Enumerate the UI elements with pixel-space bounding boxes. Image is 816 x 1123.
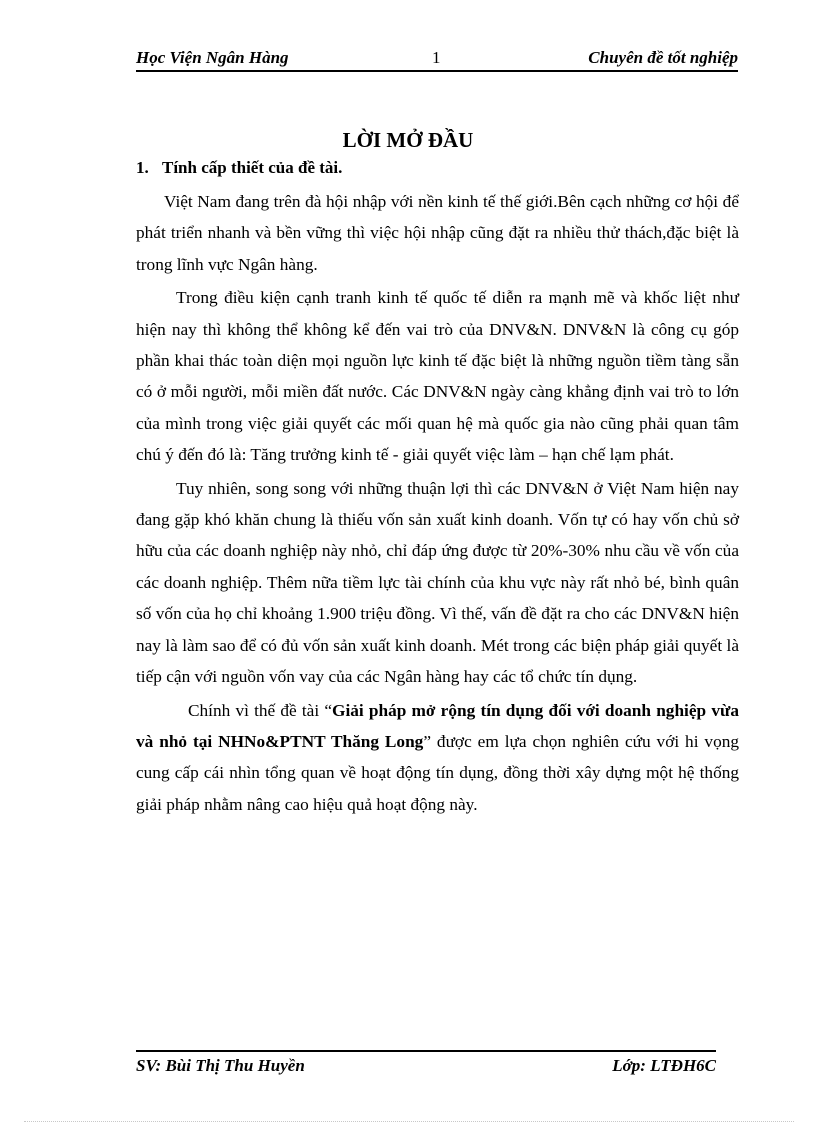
footer-student: SV: Bùi Thị Thu Huyền	[136, 1056, 305, 1075]
page-title: LỜI MỞ ĐẦU	[342, 128, 474, 152]
paragraph-4-intro: Chính vì thế đề tài “	[188, 700, 332, 720]
paragraph-4	[136, 695, 739, 821]
section-number: 1.	[136, 158, 149, 177]
header-page-number: 1	[432, 48, 441, 67]
page-header	[136, 48, 738, 72]
body-text	[136, 186, 739, 820]
footer-class: Lớp: LTĐH6C	[612, 1056, 716, 1075]
section-title: Tính cấp thiết của đề tài.	[162, 158, 343, 177]
header-institution: Học Viện Ngân Hàng	[136, 48, 289, 67]
paragraph-1: Việt Nam đang trên đà hội nhập với nền kinh tế thế giới.Bên cạch những cơ hội để phát triển nhanh và bền vững thì việc hội nhập cũng đặt ra nhiều thử thách,đặc biệt là trong lĩnh vực Ngân hàng.	[136, 192, 739, 274]
section-heading	[136, 158, 342, 178]
thesis-topic: Giải pháp mở rộng tín dụng đối với doanh nghiệp vừa và nhỏ tại NHNo&PTNT Thăng Long	[136, 700, 739, 751]
page-footer	[136, 1050, 716, 1074]
paragraph-4-rest: ” được em lựa chọn nghiên cứu với hi vọng cung cấp cái nhìn tổng quan về hoạt động tín dụng, đồng thời xây dựng một hệ thống giải pháp nhằm nâng cao hiệu quả hoạt động này.	[136, 731, 739, 814]
paragraph-2: Trong điều kiện cạnh tranh kinh tế quốc tế diễn ra mạnh mẽ và khốc liệt như hiện nay thì không thể không kể đến vai trò của DNV&N. DNV&N là công cụ góp phần khai thác toàn diện mọi nguồn lực kinh tế đặc biệt là những nguồn tiềm tàng sẵn có ở mỗi người, mỗi miền đất nước. Các DNV&N ngày càng khẳng định vai trò to lớn của mình trong việc giải quyết các mối quan hệ mà quốc gia nào cũng phải quan tâm chú ý đến đó là: Tăng trưởng kinh tế - giải quyết việc làm – hạn chế lạm phát.	[136, 288, 739, 465]
page-bottom-border	[24, 1121, 794, 1122]
header-subject: Chuyên đề tốt nghiệp	[588, 48, 738, 67]
paragraph-3: Tuy nhiên, song song với những thuận lợi thì các DNV&N ở Việt Nam hiện nay đang gặp khó khăn chung là thiếu vốn sản xuất kinh doanh. Vốn tự có hay vốn chủ sở hữu của các doanh nghiệp này nhỏ, chỉ đáp ứng được từ 20%-30% nhu cầu về vốn của các doanh nghiệp. Thêm nữa tiềm lực tài chính của khu vực này rất nhỏ bé, bình quân số vốn của họ chỉ khoảng 1.900 triệu đồng. Vì thế, vấn đề đặt ra cho các DNV&N hiện nay là làm sao để có đủ vốn sản xuất kinh doanh. Mét trong các biện pháp giải quyết là tiếp cận với nguồn vốn vay của các Ngân hàng hay các tổ chức tín dụng.	[136, 478, 739, 687]
